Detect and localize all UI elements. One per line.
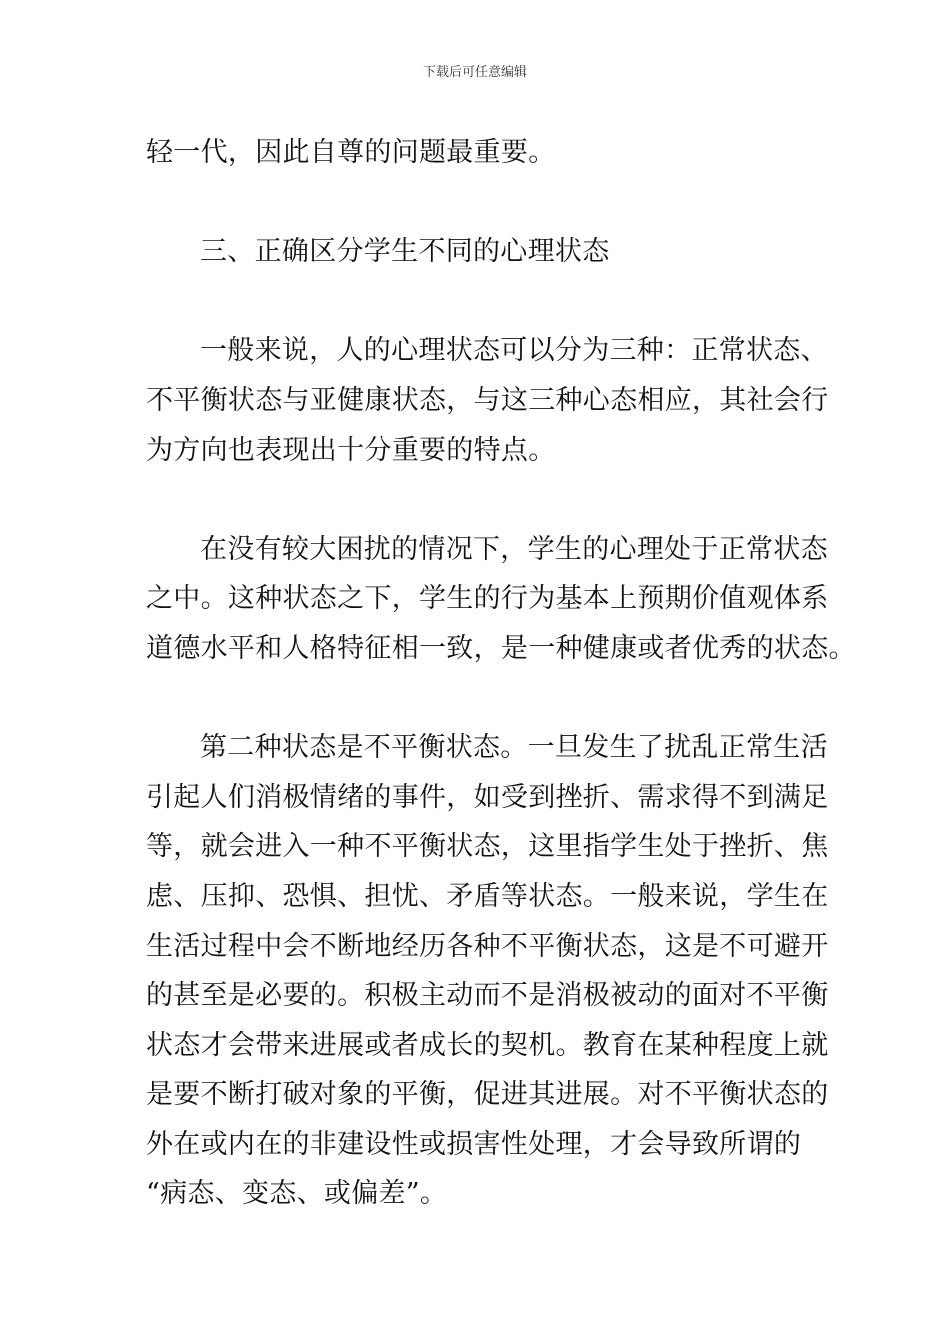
section-heading bbox=[146, 227, 810, 277]
text-line: 道德水平和人格特征相一致，是一种健康或者优秀的状态。 bbox=[146, 632, 856, 664]
text-line: 在没有较大困扰的情况下，学生的心理处于正常状态 bbox=[200, 533, 828, 565]
text-line: 一般来说，人的心理状态可以分为三种：正常状态、 bbox=[200, 335, 828, 367]
paragraph-continuation bbox=[146, 128, 810, 178]
text-line: 第二种状态是不平衡状态。一旦发生了扰乱正常生活 bbox=[200, 732, 828, 764]
text-line: 虑、压抑、恐惧、担忧、矛盾等状态。一般来说，学生在 bbox=[146, 880, 829, 912]
document-body bbox=[146, 128, 856, 1219]
text-line: 生活过程中会不断地经历各种不平衡状态，这是不可避开 bbox=[146, 930, 829, 962]
paragraph-gap bbox=[146, 277, 810, 327]
paragraph-gap bbox=[146, 178, 810, 228]
text-line: 不平衡状态与亚健康状态，与这三种心态相应，其社会行 bbox=[146, 384, 829, 416]
text-line: 等，就会进入一种不平衡状态，这里指学生处于挫折、焦 bbox=[146, 831, 829, 863]
paragraph-unbalanced-state bbox=[146, 723, 829, 1219]
text-line: 之中。这种状态之下，学生的行为基本上预期价值观体系 bbox=[146, 583, 829, 615]
text-line: 状态才会带来进展或者成长的契机。教育在某种程度上就 bbox=[146, 1029, 829, 1061]
text-line: “病态、变态、或偏差”。 bbox=[146, 1178, 448, 1210]
paragraph-normal-state bbox=[146, 525, 856, 674]
text-line: 轻一代，因此自尊的问题最重要。 bbox=[146, 137, 556, 168]
heading-text: 三、正确区分学生不同的心理状态 bbox=[200, 236, 610, 268]
paragraph-gap bbox=[146, 475, 810, 525]
text-line: 为方向也表现出十分重要的特点。 bbox=[146, 434, 556, 466]
page-header: 下载后可任意编辑 bbox=[422, 65, 527, 80]
paragraph-mental-states-intro bbox=[146, 326, 829, 475]
text-line: 的甚至是必要的。积极主动而不是消极被动的面对不平衡 bbox=[146, 980, 829, 1012]
paragraph-gap bbox=[146, 674, 810, 724]
text-line: 外在或内在的非建设性或损害性处理，才会导致所谓的 bbox=[146, 1128, 802, 1160]
text-line: 引起人们消极情绪的事件，如受到挫折、需求得不到满足 bbox=[146, 781, 829, 813]
text-line: 是要不断打破对象的平衡，促进其进展。对不平衡状态的 bbox=[146, 1079, 829, 1111]
